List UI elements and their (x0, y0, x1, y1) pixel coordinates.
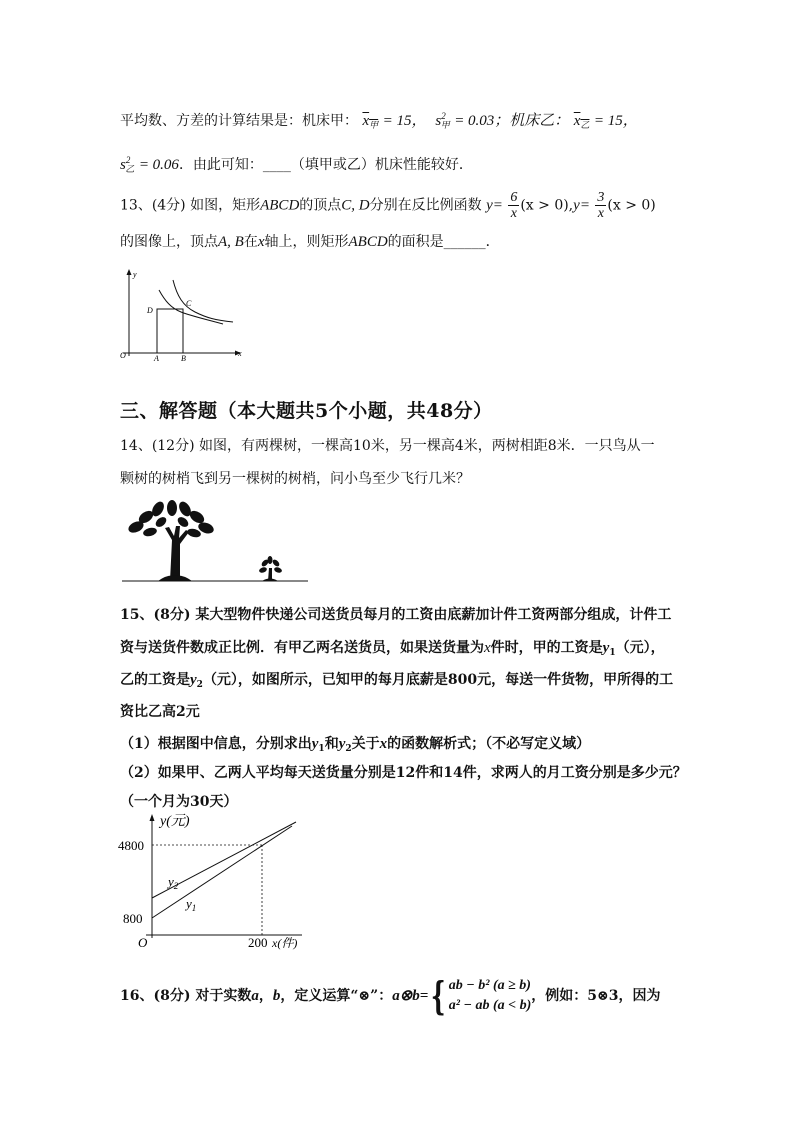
q14-line2: 颗树的树梢飞到另一棵树的树梢，问小鸟至少飞行几米？ (120, 471, 470, 487)
xbar-yi: $x_乙$ (573, 113, 590, 130)
q16-line1: 16、(8分) 对于实数a，b，定义运算“⊗”：a⊗b={ ab − b² (a ≥ b) a² − ab (a < b) ，例如：5⊗3，因为 (120, 973, 661, 1018)
piecewise-brace: { (431, 973, 446, 1018)
label-x: x (238, 349, 242, 358)
q15-line2: 资与送货件数成正比例．有甲乙两名送货员，如果送货量为x件时，甲的工资是$y_1$（元）， (120, 640, 665, 658)
q15-line3: 乙的工资是$y_2$（元），如图所示，已知甲的每月底薪是800元，每送一件货物，甲所得的工 (120, 672, 674, 690)
short-tree (258, 556, 282, 581)
q14-line1: 14、(12分) 如图，有两棵树，一棵高10米，另一棵高4米，两树相距8米．一只鸟从一 (120, 438, 655, 454)
q15-line1: 15、(8分) 某大型物件快递公司送货员每月的工资由底薪加计件工资两部分组成，计件工 (120, 607, 672, 623)
q12-line2: $s^2_乙 = 0.06$．由此可知：____（填甲或乙）机床性能较好． (120, 155, 473, 174)
label-A: A (154, 354, 159, 362)
tall-tree (127, 500, 216, 581)
label-y1: $y_1$ (186, 896, 197, 913)
q13-line1: 13、(4分) 如图，矩形ABCD的顶点C, D分别在反比例函数 y= $\frac{6}{x}$ (x > 0),y= $\frac{3}{x}$ (x > 0) (120, 190, 656, 221)
label-y2: $y_2$ (168, 874, 179, 891)
q15-line4: 资比乙高2元 (120, 704, 200, 720)
label-B: B (181, 354, 186, 362)
tick-800: 800 (123, 911, 143, 926)
s2-jia: $s^2_甲$ (435, 111, 450, 130)
rectangle-abcd (157, 309, 183, 353)
xbar-jia: $x_甲$ (362, 113, 379, 130)
section-heading: 三、解答题（本大题共5个小题，共48分） (120, 400, 493, 422)
q15-salary-graph (116, 810, 306, 950)
graph-y-label: y(元) (160, 814, 190, 829)
q15-sub2: （2）如果甲、乙两人平均每天送货量分别是12件和14件，求两人的月工资分别是多少元？ (120, 765, 687, 781)
frac-3-over-x: $\frac{3}{x}$ (597, 190, 605, 221)
y-axis-arrow (127, 269, 132, 275)
tick-4800: 4800 (118, 838, 144, 853)
piecewise-cases: ab − b² (a ≥ b) a² − ab (a < b) (448, 978, 532, 1013)
label-y: y (133, 270, 137, 279)
tick-200: 200 (248, 935, 268, 950)
line-y1 (152, 826, 292, 918)
q15-sub2-tail: （一个月为30天） (120, 794, 238, 810)
q13-figure (115, 266, 245, 362)
graph-y-arrow (150, 814, 155, 821)
origin-label: O (138, 935, 148, 950)
curve-6-over-x (173, 280, 233, 322)
graph-x-label: x(件) (272, 936, 298, 950)
q13-line2: 的图像上，顶点A, B在x轴上，则矩形ABCD的面积是______． (120, 234, 500, 250)
label-O: O (120, 351, 126, 360)
label-C: C (186, 299, 192, 308)
q15-sub1: （1）根据图中信息，分别求出$y_1$和$y_2$关于x的函数解析式；（不必写定义域） (120, 736, 591, 754)
s2-yi: $s^2_乙$ (120, 155, 135, 174)
label-D: D (147, 306, 153, 315)
q14-tree-figure (120, 500, 310, 586)
frac-6-over-x: $\frac{6}{x}$ (510, 190, 518, 221)
q12-line1: 平均数、方差的计算结果是：机床甲： $x_甲 = 15$， $s^2_甲 = 0.03$；机床乙： $x_乙 = 15$， (120, 111, 638, 130)
